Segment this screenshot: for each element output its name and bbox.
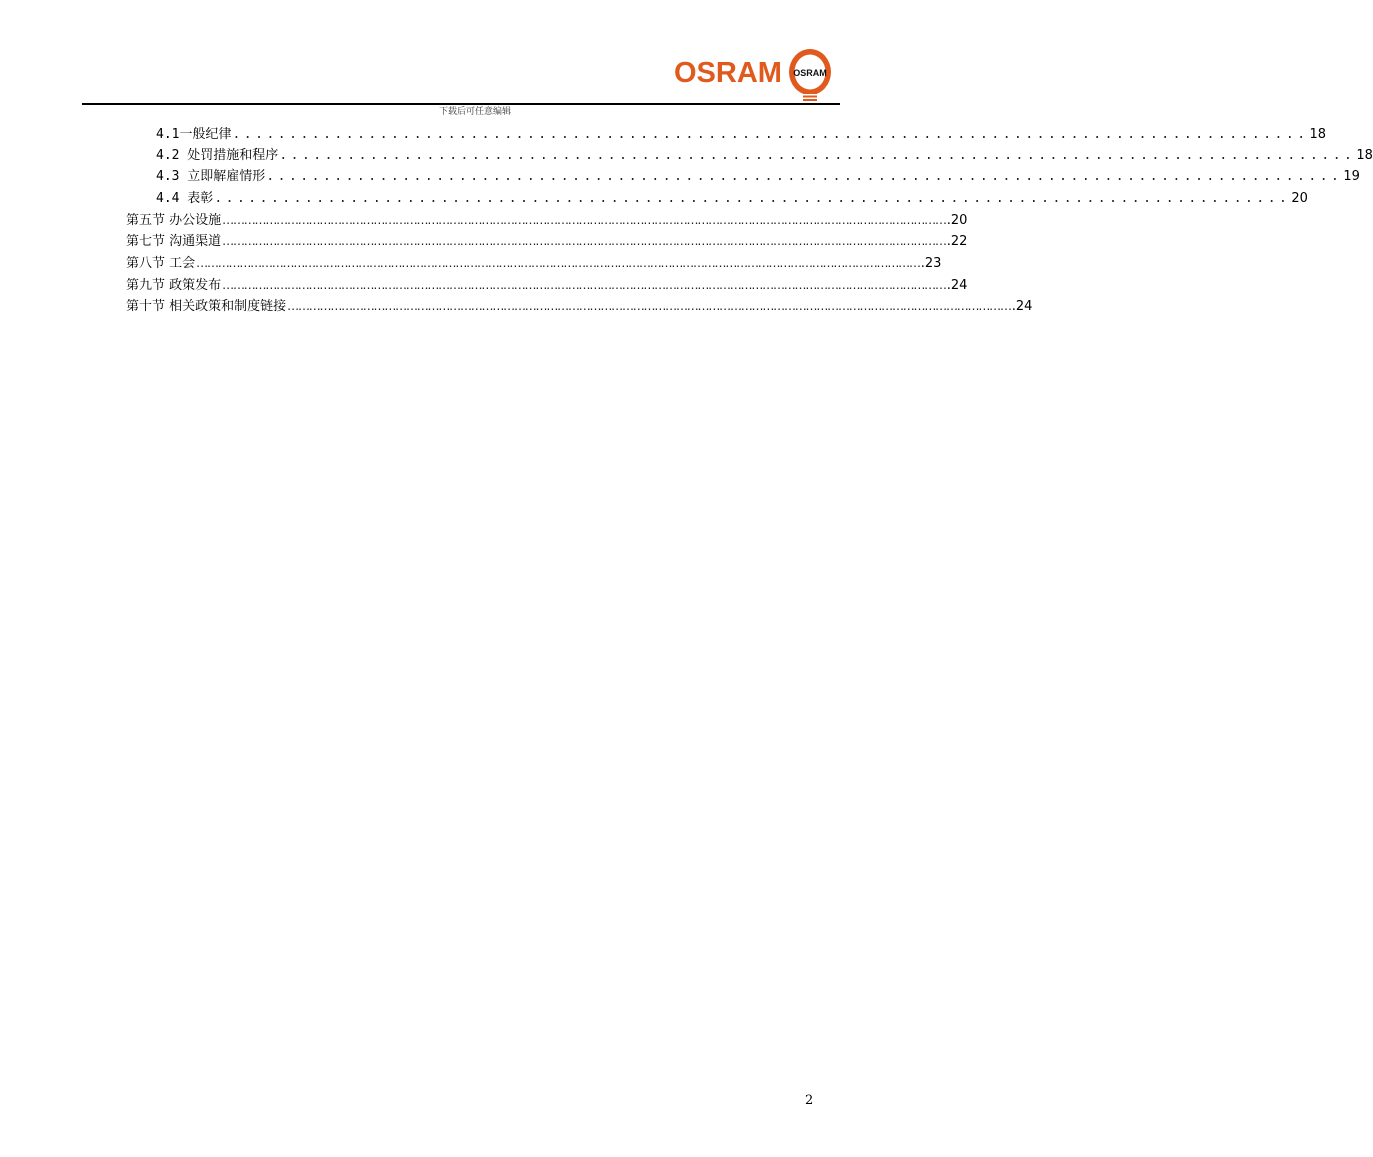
toc-section-page: .24 bbox=[1011, 299, 1033, 314]
toc-section-page: .20 bbox=[946, 213, 968, 228]
header-divider bbox=[82, 103, 840, 105]
toc-entry[interactable] bbox=[156, 164, 1360, 185]
toc-leader-dots: ………………………………………………………………………………………………………………………………………………………………………………… bbox=[222, 234, 946, 248]
lightbulb-logo-icon bbox=[786, 48, 834, 104]
toc-entry-page: 20 bbox=[1291, 191, 1308, 206]
toc-entry-page: 19 bbox=[1343, 169, 1360, 184]
toc-section-page: .24 bbox=[946, 278, 968, 293]
toc-leader-dots: ………………………………………………………………………………………………………………………………………………………………………………… bbox=[222, 278, 946, 292]
toc-entry-title: 4.2 处罚措施和程序 bbox=[156, 148, 279, 163]
toc-section-entry[interactable] bbox=[126, 208, 968, 229]
toc-leader-dots: ………………………………………………………………………………………………………………………………………………………………………………… bbox=[196, 256, 920, 270]
toc-section-page: .23 bbox=[920, 256, 942, 271]
page-number: 2 bbox=[805, 1093, 814, 1108]
toc-section-entry[interactable] bbox=[126, 251, 942, 272]
toc-section-title: 第八节 工会 bbox=[126, 256, 196, 271]
toc-entry[interactable] bbox=[156, 186, 1308, 207]
toc-entry-title: 4.3 立即解雇情形 bbox=[156, 169, 266, 184]
toc-section-title: 第五节 办公设施 bbox=[126, 213, 222, 228]
toc-entry-title: 4.4 表彰 bbox=[156, 191, 214, 206]
toc-entry[interactable] bbox=[156, 143, 1373, 164]
toc-section-entry[interactable] bbox=[126, 229, 968, 250]
toc-leader-dots: ………………………………………………………………………………………………………………………………………………………………………………… bbox=[287, 299, 1011, 313]
svg-text:OSRAM: OSRAM bbox=[793, 68, 827, 78]
toc-section-entry[interactable] bbox=[126, 294, 1033, 315]
toc-section-title: 第七节 沟通渠道 bbox=[126, 234, 222, 249]
toc-leader-dots: ............................................................................................... bbox=[279, 148, 1356, 163]
toc-leader-dots: ............................................................................................... bbox=[214, 191, 1291, 206]
osram-logo bbox=[672, 48, 834, 104]
toc-leader-dots: ………………………………………………………………………………………………………………………………………………………………………………… bbox=[222, 213, 946, 227]
logo-wordmark: OSRAM bbox=[674, 57, 782, 89]
toc-section-title: 第十节 相关政策和制度链接 bbox=[126, 299, 287, 314]
toc-leader-dots: ............................................................................................... bbox=[232, 127, 1309, 142]
toc-leader-dots: ............................................................................................... bbox=[266, 169, 1343, 184]
toc-entry-title: 4.1一般纪律 bbox=[156, 127, 232, 142]
toc-section-title: 第九节 政策发布 bbox=[126, 278, 222, 293]
toc-entry[interactable] bbox=[156, 122, 1327, 143]
toc-entry-page: 18 bbox=[1356, 148, 1373, 163]
toc-section-entry[interactable] bbox=[126, 273, 968, 294]
header-note: 下载后可任意编辑 bbox=[438, 107, 511, 117]
toc-section-page: .22 bbox=[946, 234, 968, 249]
toc-entry-page: 18 bbox=[1309, 127, 1327, 142]
